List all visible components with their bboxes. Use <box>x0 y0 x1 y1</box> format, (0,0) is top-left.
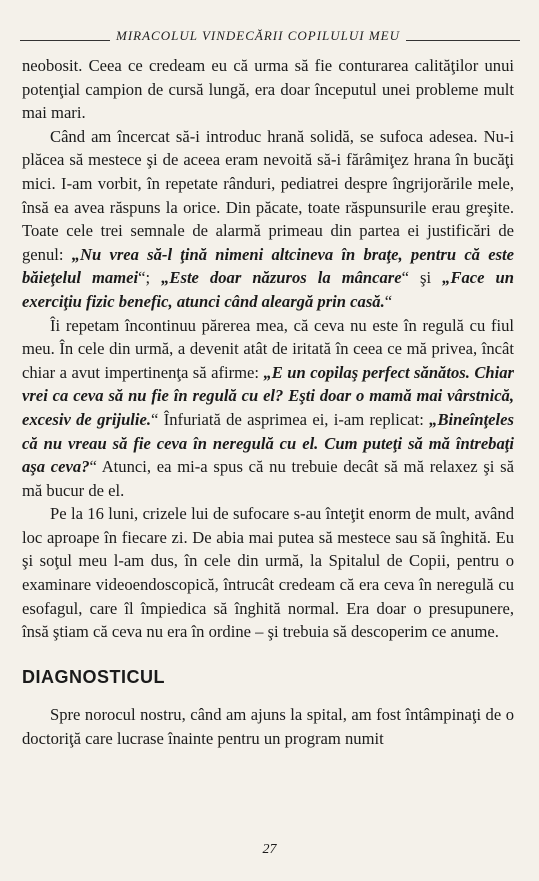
paragraph-2-quote-2: „Este doar năzuros la mâncare <box>161 268 402 288</box>
running-header <box>20 24 520 44</box>
paragraph-5: Spre norocul nostru, când am ajuns la spital, am fost întâmpinaţi de o doctoriţă care lucrase înainte pentru un program numit <box>22 705 514 749</box>
paragraph-3-quote-2: „Bineînţeles că nu vreau să fie ceva în neregulă cu el. Cum puteţi să mă întrebaţi aşa ceva? <box>22 409 514 477</box>
section-heading: DIAGNOSTICUL <box>22 666 165 687</box>
paragraph-2-text-a: Când am încercat să-i introduc hrană solidă, se sufoca adesea. Nu-i plăcea să mestece şi de aceea eram nevoită să-i fărâmiţez hrana în bucăţi mici. I-am vorbit, în repetate rânduri, pediatrei despre îngrijorările mele, însă ea avea răspuns la orice. Din păcate, toate răspunsurile erau greşite. Toate cele trei semnale de alarmă primeau din partea ei justificări de genul: <box>22 126 514 264</box>
paragraph-2-text-c: “ şi <box>401 268 443 288</box>
body-text <box>22 54 514 751</box>
paragraph-2 <box>22 125 514 314</box>
paragraph-3-text-c: “ Atunci, ea mi-a spus că nu trebuie decât să mă relaxez şi să mă bucur de el. <box>22 457 514 500</box>
paragraph-2-quote-1: „Nu vrea să-l ţină nimeni altcineva în braţe, pentru că este băieţelul mamei <box>22 244 515 288</box>
paragraph-2-quote-3: „Face un exerciţiu fizic benefic, atunci când aleargă prin casă. <box>22 268 515 311</box>
paragraph-2-text-d: “ <box>384 291 393 311</box>
header-rule-left <box>20 40 110 41</box>
running-header-title: MIRACOLUL VINDECĂRII COPILULUI MEU <box>116 28 400 43</box>
page-number: 27 <box>262 842 277 857</box>
header-rule-right <box>406 40 520 41</box>
paragraph-3-text-a: Îi repetam încontinuu părerea mea, că ceva nu este în regulă cu fiul meu. În cele din urmă, a devenit atât de iritată în ceea ce mă privea, încât chiar a avut impertinenţa să afirme: <box>22 315 514 382</box>
paragraph-3-text-b: “ Înfuriată de asprimea ei, i-am replicat: <box>151 409 430 429</box>
paragraph-3-quote-1: „E un copilaş perfect sănătos. Chiar vrei ca ceva să nu fie în regulă cu el? Eşti doar o mamă mai vârstnică, excesiv de grijulie. <box>22 362 514 429</box>
paragraph-2-text-b: “; <box>138 268 162 288</box>
paragraph-1: neobosit. Ceea ce credeam eu că urma să fie conturarea calităţilor unui potenţial campion de cursă lungă, era doar începutul unei probleme mult mai mari. <box>22 56 514 123</box>
paragraph-3 <box>22 314 514 503</box>
paragraph-4: Pe la 16 luni, crizele lui de sufocare s-au înteţit enorm de mult, având loc aproape în fiecare zi. De abia mai putea să mestece sau să înghită. Eu şi soţul meu l-am dus, în cele din urmă, la Spitalul de Copii, pentru o examinare videoendoscopică, întrucât credeam că era ceva în neregulă cu esofagul, care îl împiedica să înghită normal. Era doar o presupunere, însă ştiam că ceva nu era în ordine – şi trebuia să descoperim ce anume. <box>22 504 514 642</box>
